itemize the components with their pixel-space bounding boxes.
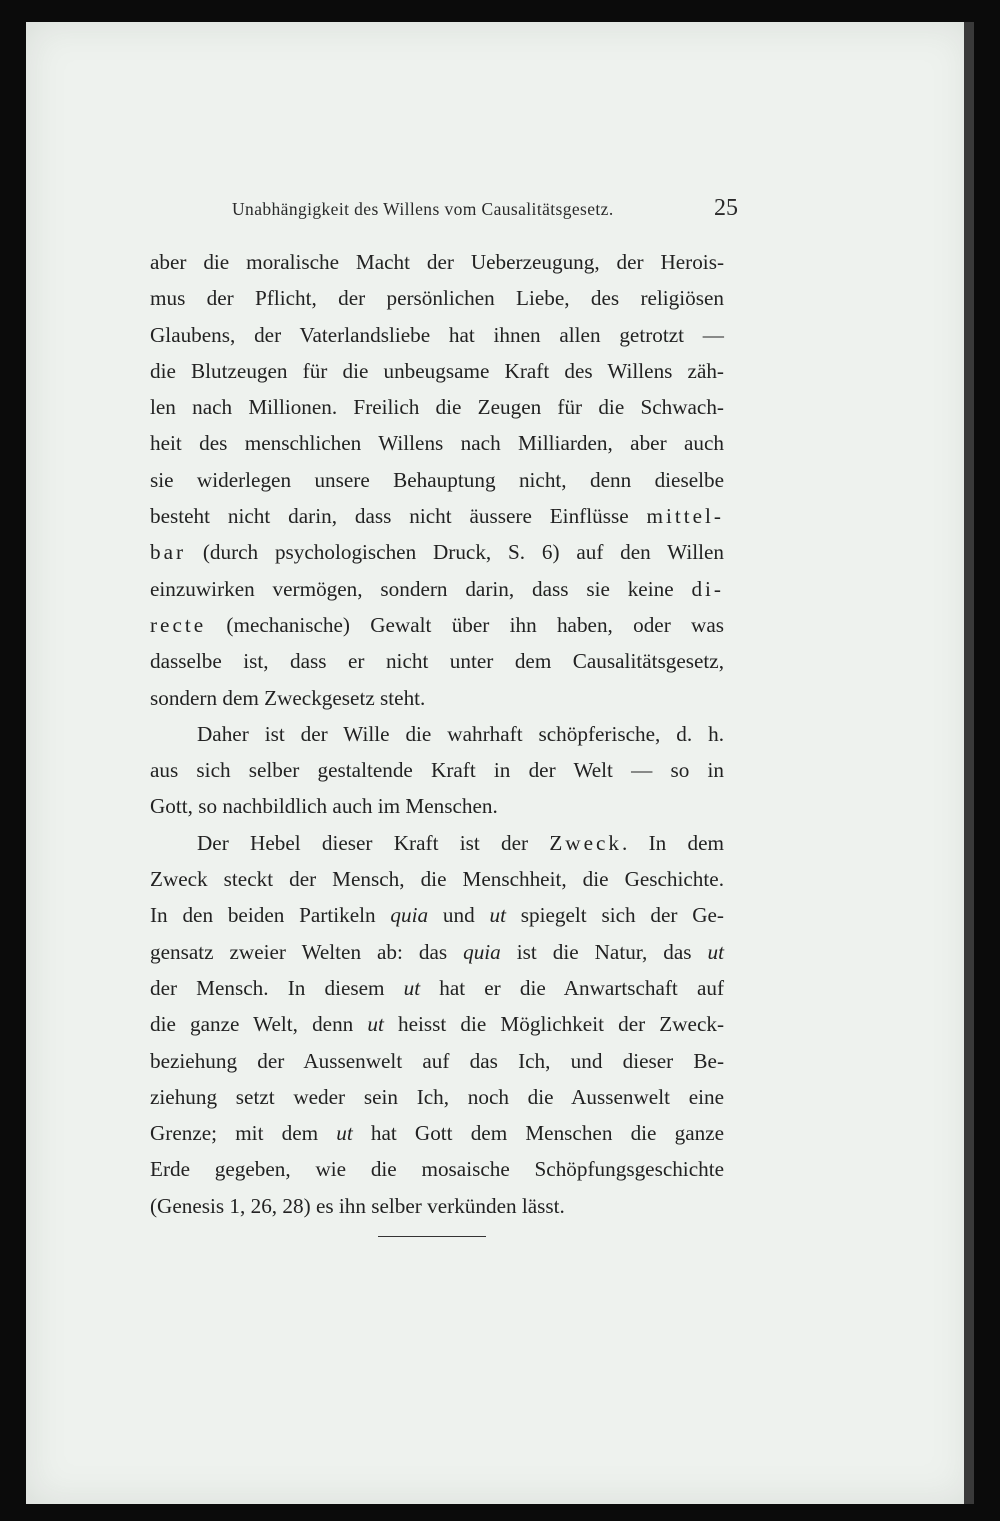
text-line: der Mensch. In diesem ut hat er die Anwartschaft auf (150, 975, 725, 1000)
paragraph-3 (150, 825, 724, 1224)
text-line: mus der Pflicht, der persönlichen Liebe, des religiösen (150, 286, 724, 311)
text-line: ziehung setzt weder sein Ich, noch die Aussenwelt eine (150, 1084, 724, 1109)
page-number: 25 (714, 195, 738, 221)
paragraph-1 (150, 244, 724, 716)
emphasis-italic: ut (336, 1121, 353, 1146)
end-rule (378, 1236, 486, 1237)
text-line: Grenze; mit dem ut hat Gott dem Menschen die ganze (150, 1121, 724, 1146)
text-line: sie widerlegen unsere Behauptung nicht, denn dieselbe (150, 467, 724, 492)
text-line: Daher ist der Wille die wahrhaft schöpferische, d. h. (197, 721, 724, 746)
emphasis-spaced: di- (691, 576, 724, 601)
emphasis-italic: ut (489, 903, 506, 928)
emphasis-italic: ut (707, 939, 724, 964)
text-line: aus sich selber gestaltende Kraft in der Welt — so in (150, 758, 724, 783)
text-line: (Genesis 1, 26, 28) es ihn selber verkünden lässt. (150, 1193, 565, 1218)
text-line: len nach Millionen. Freilich die Zeugen für die Schwach- (150, 395, 724, 420)
emphasis-italic: quia (390, 903, 429, 928)
emphasis-italic: ut (403, 975, 421, 1000)
text-line: Erde gegeben, wie die mosaische Schöpfungsgeschichte (150, 1157, 724, 1182)
body-text (150, 244, 724, 1224)
emphasis-spaced: Zweck (549, 830, 623, 855)
text-line: In den beiden Partikeln quia und ut spiegelt sich der Ge- (150, 903, 724, 928)
text-line: besteht nicht darin, dass nicht äussere Einflüsse mittel- (150, 504, 724, 529)
emphasis-spaced: bar (150, 540, 187, 565)
text-line: einzuwirken vermögen, sondern darin, dass sie keine di- (150, 576, 724, 601)
text-line: die ganze Welt, denn ut heisst die Möglichkeit der Zweck- (150, 1012, 724, 1037)
text-line: Glaubens, der Vaterlandsliebe hat ihnen allen getrotzt — (150, 322, 724, 347)
text-line: die Blutzeugen für die unbeugsame Kraft des Willens zäh- (150, 358, 724, 383)
text-line: sondern dem Zweckgesetz steht. (150, 685, 426, 710)
emphasis-italic: ut (367, 1012, 384, 1037)
emphasis-spaced: mittel- (646, 504, 724, 529)
text-line: Zweck steckt der Mensch, die Menschheit, die Geschichte. (150, 867, 724, 892)
running-title: Unabhängigkeit des Willens vom Causalitätsgesetz. (232, 199, 614, 219)
text-line: aber die moralische Macht der Ueberzeugung, der Herois- (150, 250, 724, 274)
text-line: dasselbe ist, dass er nicht unter dem Causalitätsgesetz, (150, 649, 724, 674)
page-edge (964, 22, 974, 1504)
text-line: heit des menschlichen Willens nach Milliarden, aber auch (150, 431, 724, 456)
emphasis-spaced: recte (150, 612, 207, 637)
text-line: gensatz zweier Welten ab: das quia ist die Natur, das ut (150, 939, 724, 964)
text-line: bar (durch psychologischen Druck, S. 6) auf den Willen (150, 540, 724, 565)
text-line: Der Hebel dieser Kraft ist der Zweck. In dem (197, 830, 724, 855)
paragraph-2 (150, 716, 724, 825)
text-line: beziehung der Aussenwelt auf das Ich, und dieser Be- (150, 1048, 724, 1073)
text-line: recte (mechanische) Gewalt über ihn haben, oder was (150, 612, 724, 637)
emphasis-italic: quia (463, 939, 501, 964)
running-head (232, 195, 738, 225)
text-line: Gott, so nachbildlich auch im Menschen. (150, 794, 498, 819)
